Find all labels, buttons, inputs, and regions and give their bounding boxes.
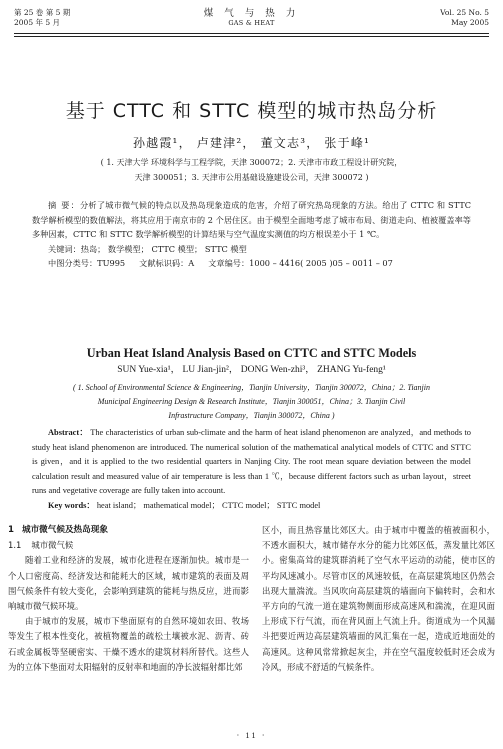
running-header	[14, 8, 489, 32]
english-affiliation-line-3: Infrastructure Company，Tianjin 300072，China )	[168, 411, 335, 420]
authors: 孙越霞¹， 卢建津²， 董文志³， 张于峰¹	[132, 136, 371, 150]
clc-value: TU995	[97, 258, 126, 268]
affiliation-line-2: 天津 300051；3. 天津市公用基础设施建设公司，天津 300072 )	[134, 173, 369, 182]
abstract-cn-text: 分析了城市微气候的特点以及热岛现象造成的危害，介绍了研究热岛现象的方法。给出了 CTTC 和 STTC 数学解析模型的数值解法，将其应用于南京市的 2 个居住区。由于模型全面地考虑了城市布局、街道走向、植被覆盖率等多种因素，CTTC 和 STTC 数学解析模型的计算结果与空气温度实测值的均方根误差小于 1 ℃。	[32, 200, 471, 239]
volume-issue-en: Vol. 25 No. 5	[440, 8, 489, 17]
subsection-heading-1-1	[8, 538, 249, 553]
doc-code-field	[139, 258, 194, 268]
body-column-right	[262, 523, 495, 675]
volume-issue-cn: 第 25 卷 第 5 期	[14, 8, 71, 17]
english-abstract	[32, 426, 471, 513]
keywords-cn-label: 关键词：	[48, 243, 81, 254]
page-number: · 11 ·	[236, 730, 267, 740]
english-affiliations	[34, 381, 469, 423]
journal-name-en: GAS & HEAT	[228, 19, 275, 27]
doc-code-value: A	[188, 258, 195, 268]
body-paragraph-2: 由于城市的发展，城市下垫面原有的自然环境如农田、牧场等发生了根本性变化，被植物覆盖的疏松土壤被水泥、沥青、砖石或金属板等坚硬密实、干燥不透水的建筑材料所替代。这些人为的立体下垫面对太阳辐射的反射率和地面的净长波辐射都比郊	[8, 616, 249, 672]
keywords-cn-text: 热岛； 数学模型； CTTC 模型； STTC 模型	[80, 243, 247, 254]
section-number: 1	[8, 525, 14, 535]
date-en: May 2005	[451, 18, 489, 27]
body-column-left	[8, 523, 249, 675]
affiliation-line-1: ( 1. 天津大学 环境科学与工程学院，天津 300072；2. 天津市市政工程设计研究院，	[100, 158, 403, 167]
body-paragraph-3: 区小，而且热容量比郊区大。由于城市中覆盖的植被面积小，不透水面积大，城市储存水分的能力比郊区低，蒸发量比郊区小。密集高耸的建筑群消耗了空气水平运动的动能，使市区的平均风速减小。尽管市区的风速较低，在高层建筑地区仍然会出现大量湍流。当风吹向高层建筑的墙面向下偏转时，会和水平方向的气流一道在建筑物侧面形成高速风和湍流，在迎风面上形成下行气流，而在背风面上气流上升。街道成为一个风漏斗把要近两边高层建筑墙面的风汇集在一起，造成近地面处的高速风。这种风常常掀起灰尘，并在空气温度较低时还会成为冷风，形成不舒适的气候条件。	[262, 525, 495, 672]
english-keywords	[32, 499, 471, 514]
affiliations	[30, 155, 473, 185]
section-heading-1	[8, 523, 249, 538]
journal-name-cn: 煤 气 与 热 力	[203, 8, 300, 19]
clc-label: 中图分类号：	[48, 258, 98, 268]
abstract-cn-paragraph	[32, 198, 471, 242]
paper-title: 基于 CTTC 和 STTC 模型的城市热岛分析	[65, 100, 438, 122]
abstract-cn-label: 摘 要：	[48, 200, 81, 210]
doc-code-label: 文献标识码：	[139, 258, 189, 268]
classification-line	[32, 256, 471, 271]
section-title: 城市微气候及热岛现象	[21, 525, 108, 535]
english-title: Urban Heat Island Analysis Based on CTTC and STTC Models	[86, 346, 417, 360]
abstract-cn	[32, 198, 471, 271]
article-number-field	[208, 258, 393, 268]
clc-field	[48, 258, 125, 268]
body-paragraph-1: 随着工业和经济的发展，城市化进程在逐渐加快。城市是一个人口密度高、经济发达和能耗大的区域，城市建筑的表面及周围气候条件有较大变化，会影响到建筑的能耗与热反应，进而影响城市微气候环境。	[8, 555, 249, 612]
subsection-number: 1.1	[8, 540, 22, 551]
header-right	[440, 8, 489, 28]
english-affiliation-line-1: ( 1. School of Environmental Science & Engineering，Tianjin University，Tianjin 300072，China；2. Tianjin	[72, 383, 430, 392]
english-abstract-text: The characteristics of urban sub-climate and the harm of heat island phenomenon are analyzed，and methods to study heat island phenomenon are introduced. The numerical solution of the mathematical analytical models of CTTC and STTC is given，and it is applied to the two residential quarters in Nanjing City. The root mean square deviation between the model calculation result and measured value of air temperature is less than 1 ℃，because different factors such as urban layout，street runs and vegetative coverage are fully taken into account.	[32, 428, 471, 495]
english-authors: SUN Yue-xia¹， LU Jian-jin²， DONG Wen-zhi³， ZHANG Yu-feng¹	[117, 365, 386, 375]
header-center	[14, 8, 489, 28]
english-abstract-label: Abstract：	[48, 428, 89, 437]
english-keywords-text: heat island； mathematical model； CTTC model； STTC model	[96, 500, 321, 510]
english-affiliation-line-2: Municipal Engineering Design & Research Institute，Tianjin 300051，China；3. Tianjin Civil	[97, 397, 406, 406]
date-cn: 2005 年 5 月	[14, 18, 61, 27]
article-number-label: 文章编号：	[208, 258, 250, 268]
keywords-cn	[32, 242, 471, 257]
english-keywords-label: Key words：	[48, 500, 95, 510]
header-rule	[14, 33, 489, 37]
english-abstract-paragraph	[32, 426, 471, 499]
article-number-value: 1000 – 4416( 2005 )05 – 0011 – 07	[249, 258, 393, 268]
subsection-title: 城市微气候	[31, 540, 74, 551]
